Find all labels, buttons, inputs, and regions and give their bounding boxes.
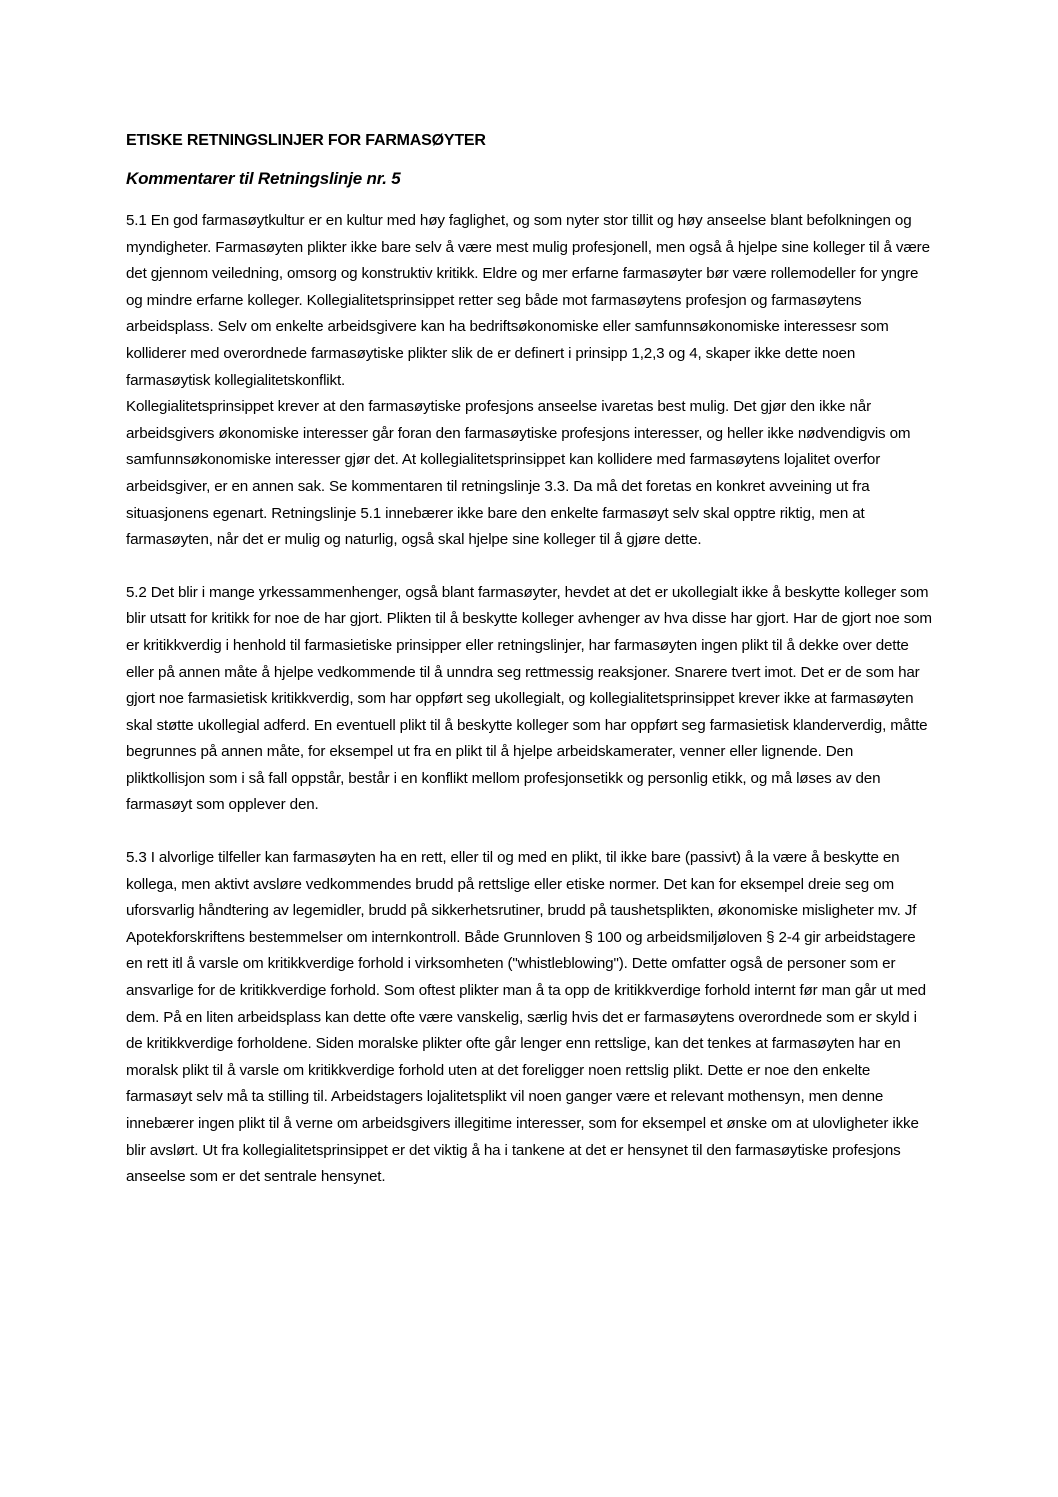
document-page — [126, 128, 934, 1217]
section-5-2 — [126, 580, 934, 819]
document-title: ETISKE RETNINGSLINJER FOR FARMASØYTER — [126, 132, 486, 149]
paragraph: 5.3 I alvorlige tilfeller kan farmasøyten ha en rett, eller til og med en plikt, til ikke bare (passivt) å la være å beskytte en kollega, men aktivt avsløre vedkommendes brudd på rettslige eller etiske normer. Det kan for eksempel dreie seg om uforsvarlig håndtering av legemidler, brudd på sikkerhetsrutiner, brudd på taushetsplikten, økonomiske misligheter mv. Jf Apotekforskriftens bestemmelser om internkontroll. Både Grunnloven § 100 og arbeidsmiljøloven § 2-4 gir arbeidstagere en rett itl å varsle om kritikkverdige forhold i virksomheten ("whistleblowing"). Dette omfatter også de personer som er ansvarlige for de kritikkverdige forhold. Som oftest plikter man å ta opp de kritikkverdige forhold internt før man går ut med dem. På en liten arbeidsplass kan dette ofte være vanskelig, særlig hvis det er farmasøytens overordnede som er skyld i de kritikkverdige forholdene. Siden moralske plikter ofte går lenger enn rettslige, kan det tenkes at farmasøyten har en moralsk plikt til å varsle om kritikkverdige forhold uten at det foreligger noen rettslig plikt. Dette er noe den enkelte farmasøyt selv må ta stilling til. Arbeidstagers lojalitetsplikt vil noen ganger være et relevant mothensyn, men denne innebærer ingen plikt til å verne om arbeidsgivers illegitime interesser, som for eksempel et ønske om at ulovligheter ikke blir avslørt. Ut fra kollegialitetsprinsippet er det viktig å ha i tankene at det er hensynet til den farmasøytiske profesjons anseelse som er det sentrale hensynet. — [126, 849, 926, 1186]
paragraph: 5.1 En god farmasøytkultur er en kultur med høy faglighet, og som nyter stor tillit og høy anseelse blant befolkningen og myndigheter. Farmasøyten plikter ikke bare selv å være mest mulig profesjonell, men også å hjelpe sine kolleger til å være det gjennom veiledning, omsorg og konstruktiv kritikk. Eldre og mer erfarne farmasøyter bør være rollemodeller for yngre og mindre erfarne kolleger. Kollegialitetsprinsippet retter seg både mot farmasøytens profesjon og farmasøytens arbeidsplass. Selv om enkelte arbeidsgivere kan ha bedriftsøkonomiske eller samfunnsøkonomiske interessesr som kolliderer med overordnede farmasøytiske plikter slik de er definert i prinsipp 1,2,3 og 4, skaper ikke dette noen farmasøytisk kollegialitetskonflikt. — [126, 212, 930, 389]
paragraph: Kollegialitetsprinsippet krever at den farmasøytiske profesjons anseelse ivaretas best mulig. Det gjør den ikke når arbeidsgivers økonomiske interesser går foran den farmasøytiske profesjons interesser, og heller ikke nødvendigvis om samfunnsøkonomiske interesser gjør det. At kollegialitetsprinsippet kan kollidere med farmasøytens lojalitet overfor arbeidsgiver, er en annen sak. Se kommentaren til retningslinje 3.3. Da må det foretas en konkret avveining ut fra situasjonens egenart. Retningslinje 5.1 innebærer ikke bare den enkelte farmasøyt selv skal opptre riktig, men at farmasøyten, når det er mulig og naturlig, også skal hjelpe sine kolleger til å gjøre dette. — [126, 398, 911, 549]
section-5-1 — [126, 208, 934, 554]
paragraph: 5.2 Det blir i mange yrkessammenhenger, også blant farmasøyter, hevdet at det er ukollegialt ikke å beskytte kolleger som blir utsatt for kritikk for noe de har gjort. Plikten til å beskytte kolleger avhenger av hva disse har gjort. Har de gjort noe som er kritikkverdig i henhold til farmasietiske prinsipper eller retningslinjer, har farmasøyten ingen plikt til å dekke over dette eller på annen måte å hjelpe vedkommende til å unndra seg rettmessig reaksjoner. Snarere tvert imot. Det er de som har gjort noe farmasietisk kritikkverdig, som har oppført seg ukollegialt, og kollegialitetsprinsippet krever ikke at farmasøyten skal støtte ukollegial adferd. En eventuell plikt til å beskytte kolleger som har oppført seg farmasietisk klanderverdig, måtte begrunnes på annen måte, for eksempel ut fra en plikt til å hjelpe arbeidskamerater, venner eller lignende. Den pliktkollisjon som i så fall oppstår, består i en konflikt mellom profesjonsetikk og personlig etikk, og må løses av den farmasøyt som opplever den. — [126, 583, 932, 814]
document-subtitle: Kommentarer til Retningslinje nr. 5 — [126, 169, 401, 188]
section-5-3 — [126, 845, 934, 1191]
